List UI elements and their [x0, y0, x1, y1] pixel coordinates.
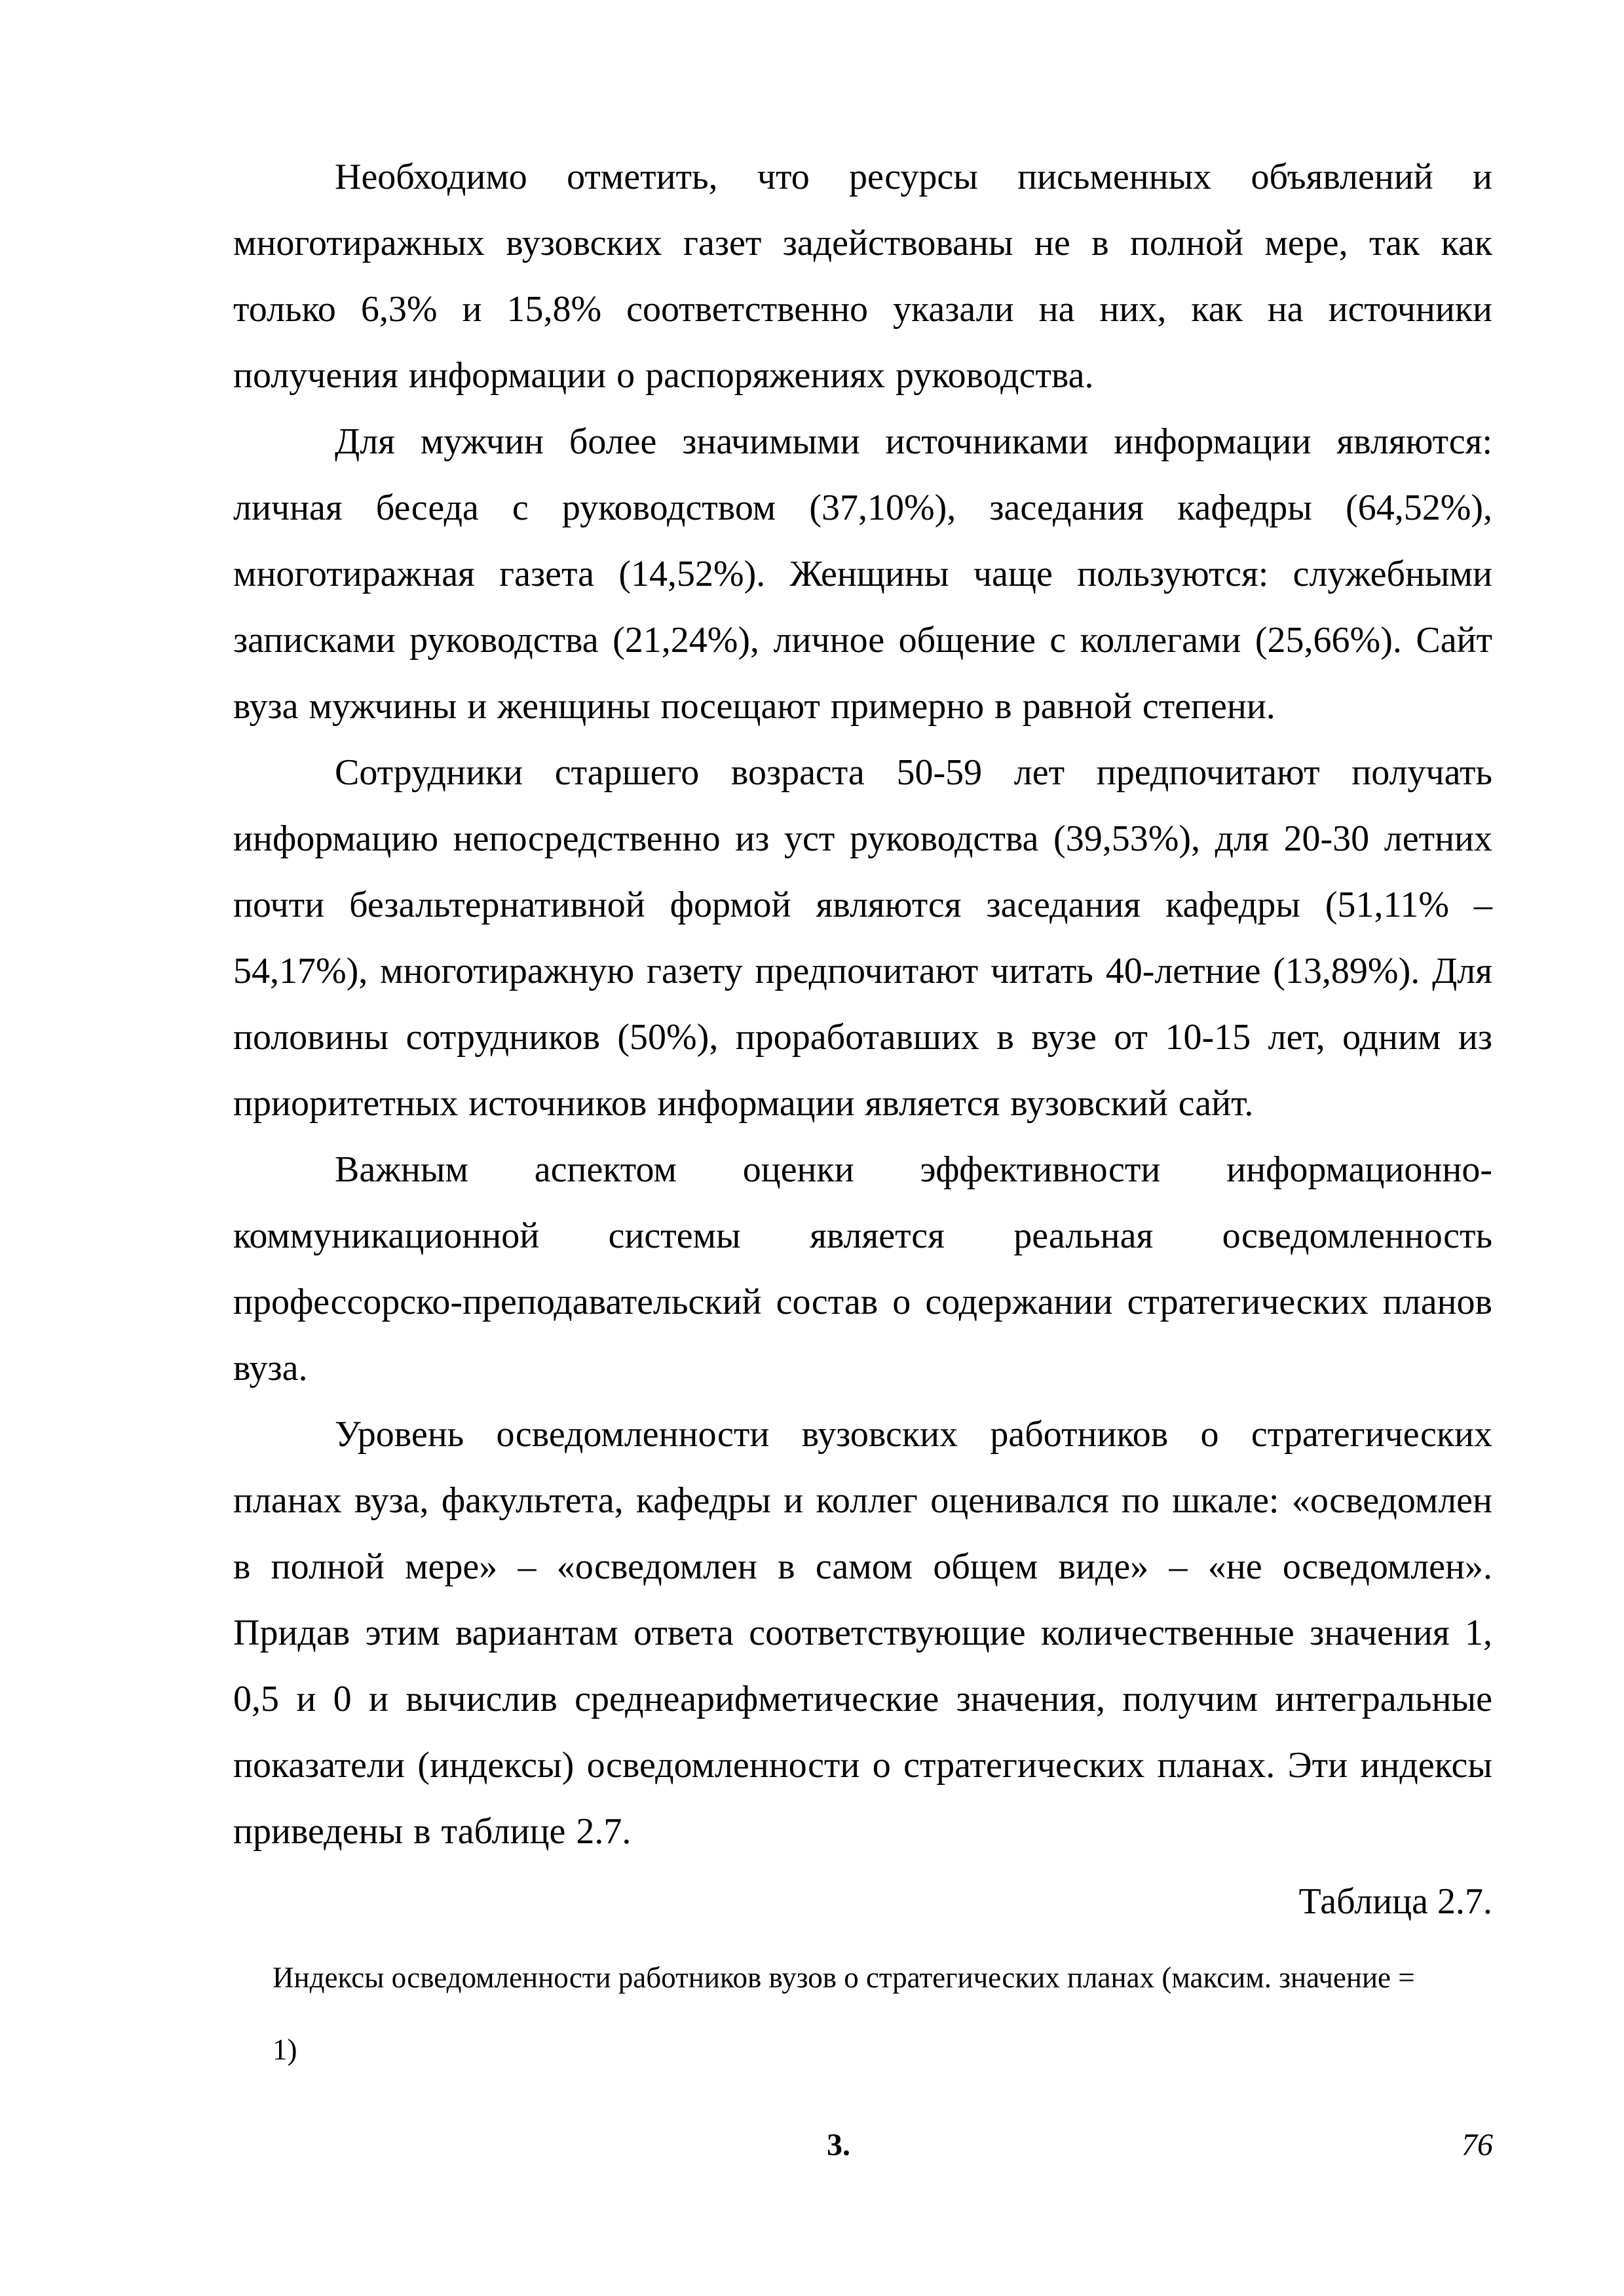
page-number: 76: [1462, 2128, 1493, 2162]
paragraph-4: Важным аспектом оценки эффективности информационно-коммуникационной системы является реальная осведомленность профессорско-преподавательский состав о содержании стратегических планов вуза.: [233, 1149, 1492, 1388]
paragraph-5: Уровень осведомленности вузовских работников о стратегических планах вуза, факультета, кафедры и коллег оценивался по шкале: «осведомлен в полной мере» – «осведомлен в самом общем виде» – «не осведомлен». Придав этим вариантам ответа соответствующие количественные значения 1, 0,5 и 0 и вычислив среднеарифметические значения, получим интегральные показатели (индексы) осведомленности о стратегических планах. Эти индексы приведены в таблице 2.7.: [233, 1414, 1492, 1852]
footer-marker: 3.: [827, 2128, 850, 2162]
table-label: Таблица 2.7.: [1298, 1881, 1492, 1922]
paragraph-2: Для мужчин более значимыми источниками информации являются: личная беседа с руководством (37,10%), заседания кафедры (64,52%), многотиражная газета (14,52%). Женщины чаще пользуются: служебными записками руководства (21,24%), личное общение с коллегами (25,66%). Сайт вуза мужчины и женщины посещают примерно в равной степени.: [233, 421, 1492, 727]
paragraph-1: Необходимо отметить, что ресурсы письменных объявлений и многотиражных вузовских газет задействованы не в полной мере, так как только 6,3% и 15,8% соответственно указали на них, как на источники получения информации о распоряжениях руководства.: [233, 157, 1492, 396]
table-caption: Индексы осведомленности работников вузов о стратегических планах (максим. значение = 1): [273, 1961, 1415, 2066]
document-page: [233, 144, 1492, 2086]
paragraph-3: Сотрудники старшего возраста 50-59 лет предпочитают получать информацию непосредственно из уст руководства (39,53%), для 20-30 летних почти безальтернативной формой являются заседания кафедры (51,11% – 54,17%), многотиражную газету предпочитают читать 40-летние (13,89%). Для половины сотрудников (50%), проработавших в вузе от 10-15 лет, одним из приоритетных источников информации является вузовский сайт.: [233, 752, 1492, 1124]
